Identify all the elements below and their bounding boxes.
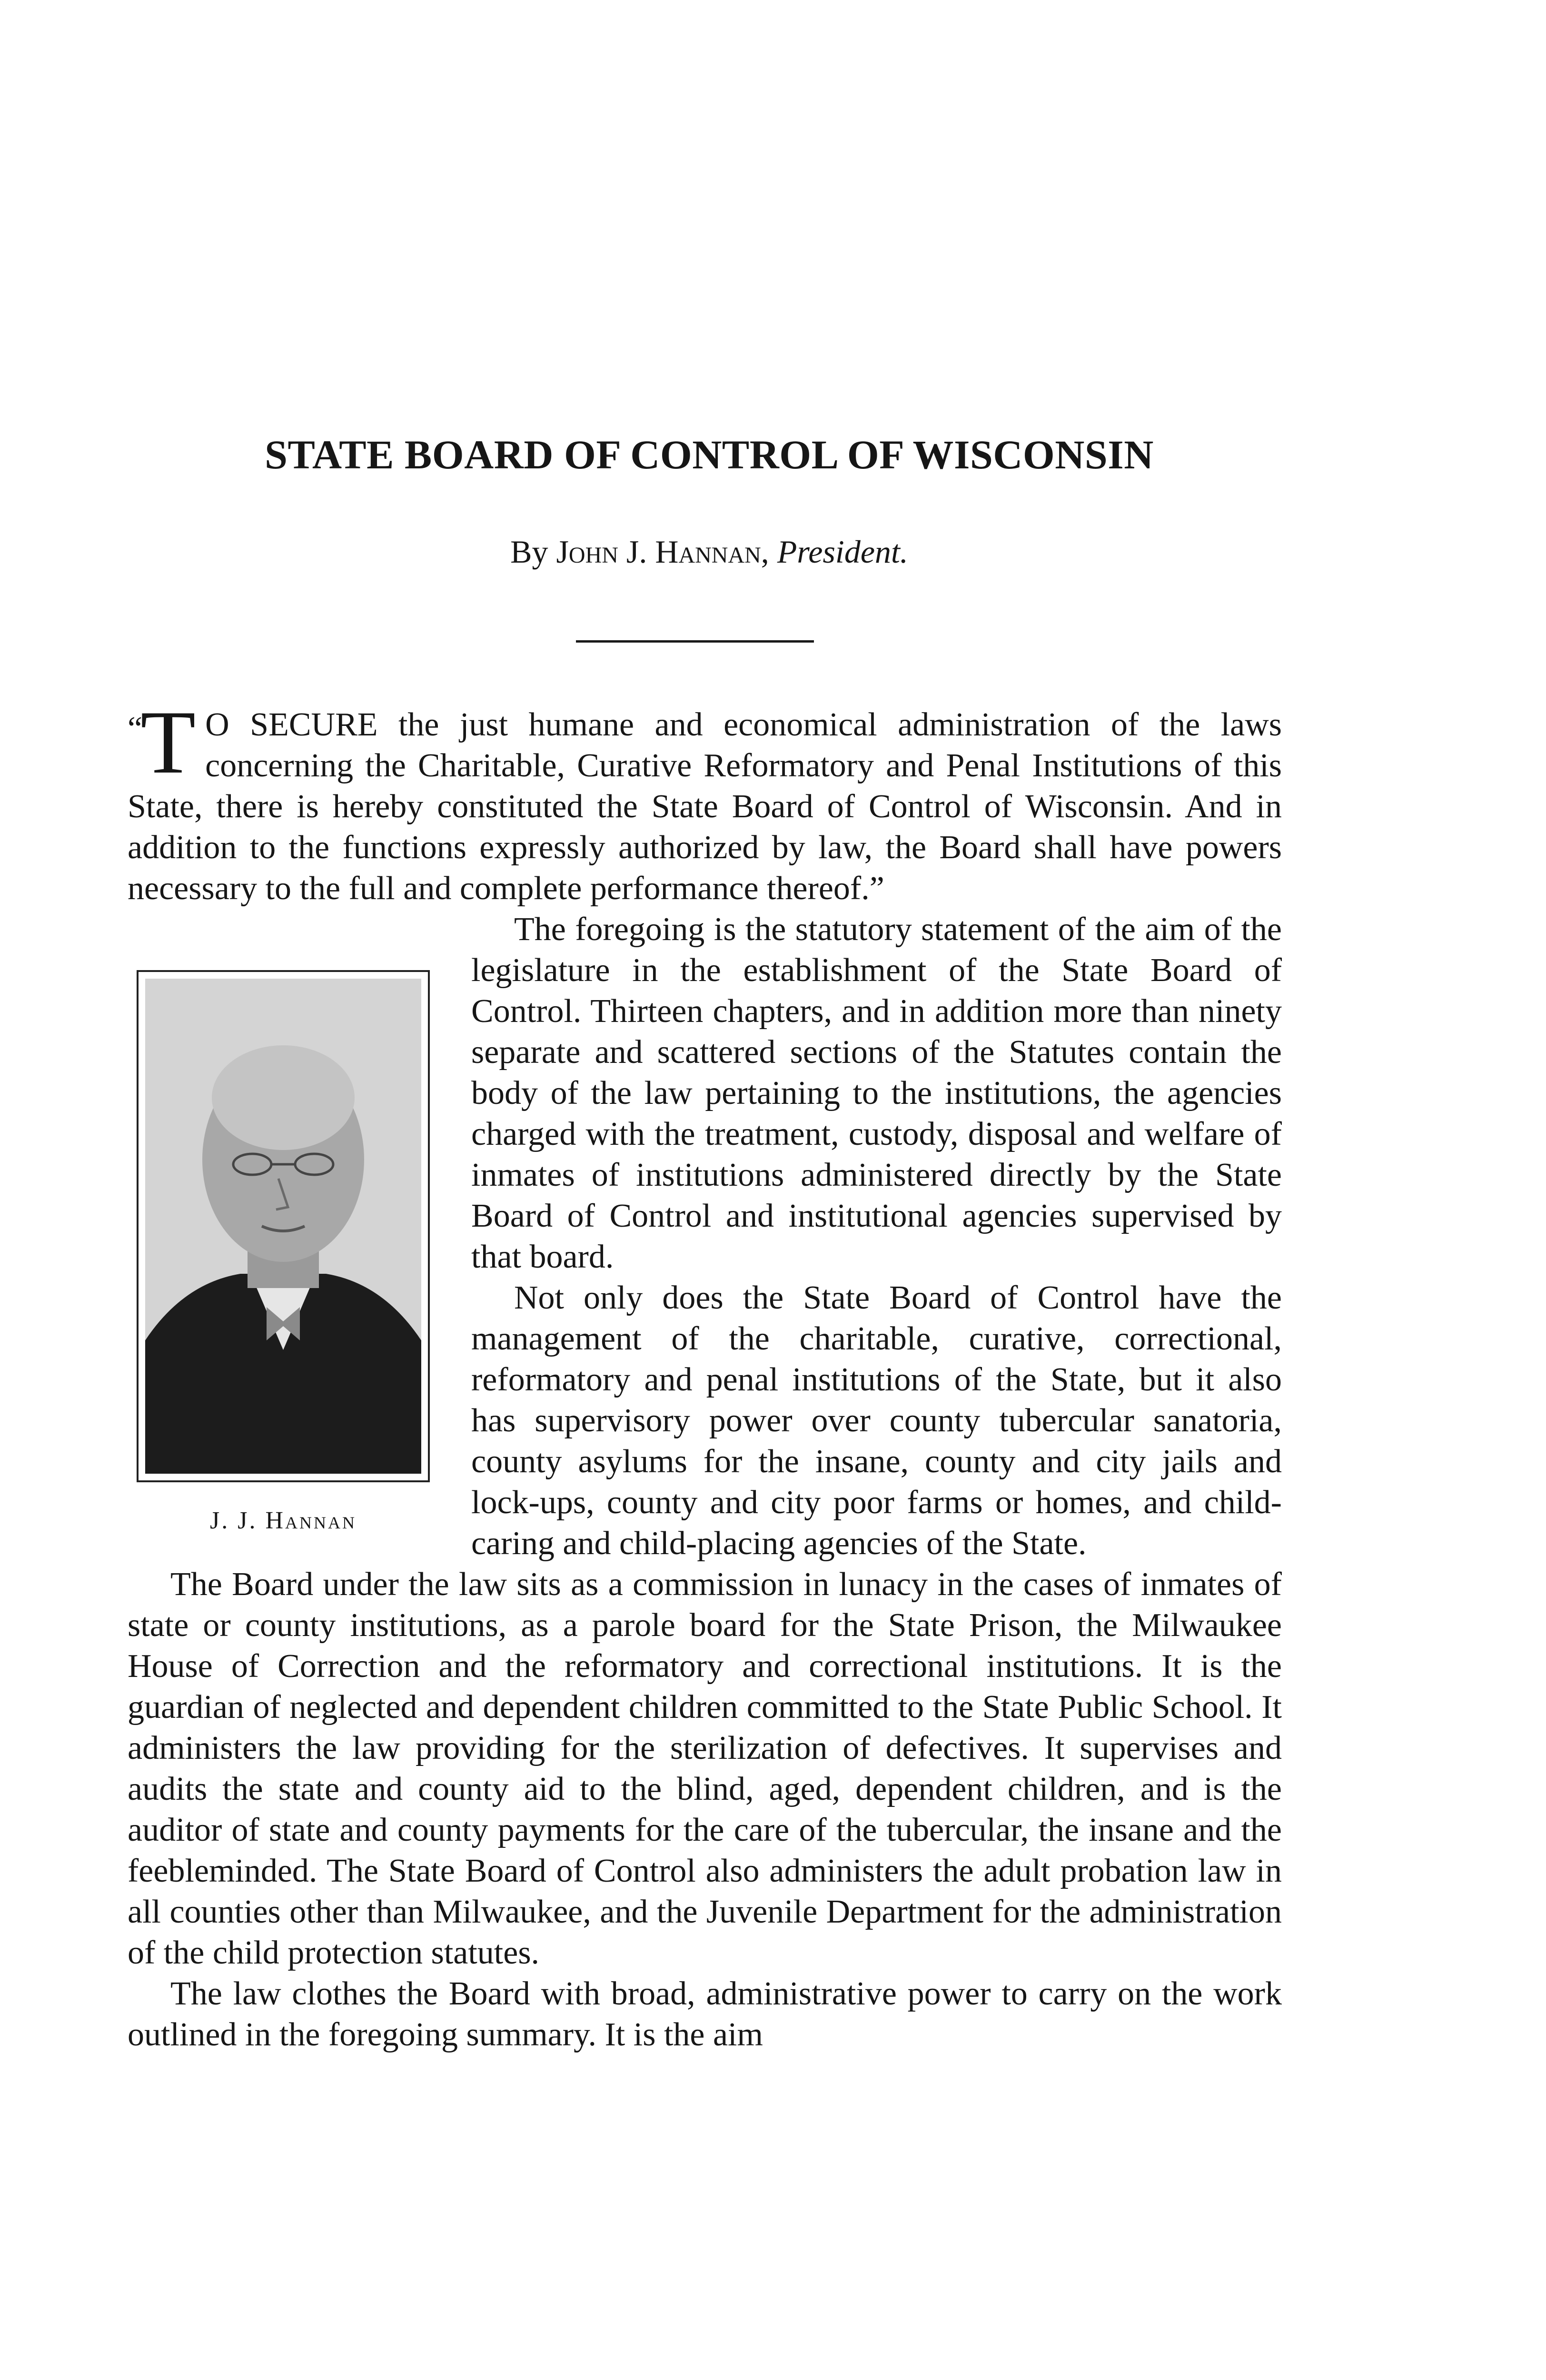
author-role: President.: [777, 534, 908, 570]
paragraph-1-text: O SECURE the just humane and economical administration of the laws concerning the Charitable, Curative Reformatory and Penal Institutions of this State, there is hereby constituted the State Board of Control of Wisconsin. And in addition to the functions expressly authorized by law, the Board shall have powers necessary to the full and complete performance thereof.”: [128, 706, 1282, 907]
paragraph-5: The law clothes the Board with broad, administrative power to carry on the work outlined in the foregoing summary. It is the aim: [128, 1975, 1282, 2053]
drop-cap-group: [128, 693, 196, 793]
portrait-figure: [133, 970, 433, 1541]
portrait-photo: [145, 979, 421, 1474]
article-title: STATE BOARD OF CONTROL OF WISCONSIN: [265, 432, 1154, 477]
byline-prefix: By: [510, 534, 548, 570]
author-name: John J. Hannan,: [556, 534, 769, 570]
paragraph-3: Not only does the State Board of Control have the management of the charitable, curative, correctional, reformatory and penal institutions of the State, but it also has supervisory power over county tubercular sanatoria, county asylums for the insane, county and city jails and lock-ups, county and city poor farms or homes, and child-caring and child-placing agencies of the State.: [471, 1279, 1282, 1562]
paragraph-2: The foregoing is the statutory statement of the aim of the legislature in the establishment of the State Board of Control. Thirteen chapters, and in addition more than ninety separate and scattered sections of the Statutes contain the body of the law pertaining to the institutions, the agencies charged with the treatment, custody, disposal and welfare of inmates of institutions administered directly by the State Board of Control and institutional agencies supervised by that board.: [471, 911, 1282, 1275]
article-body: [128, 693, 1282, 2055]
paragraph-1: [128, 693, 1282, 909]
drop-cap: T: [140, 693, 196, 793]
portrait-illustration: [145, 979, 421, 1474]
title-divider: [576, 640, 814, 643]
opening-quote: “: [128, 710, 140, 747]
byline: [0, 533, 1418, 571]
portrait-caption: J. J. Hannan: [209, 1507, 357, 1534]
portrait-frame: [137, 970, 430, 1482]
paragraph-4: The Board under the law sits as a commission in lunacy in the cases of inmates of state or county institutions, as a parole board for the State Prison, the Milwaukee House of Correction and the reformatory and correctional institutions. It is the guardian of neglected and dependent children committed to the State Public School. It administers the law providing for the sterilization of defectives. It supervises and audits the state and county aid to the blind, aged, dependent children, and is the auditor of state and county payments for the care of the tubercular, the insane and the feebleminded. The State Board of Control also administers the adult probation law in all counties other than Milwaukee, and the Juvenile Department for the administration of the child protection statutes.: [128, 1566, 1282, 1971]
